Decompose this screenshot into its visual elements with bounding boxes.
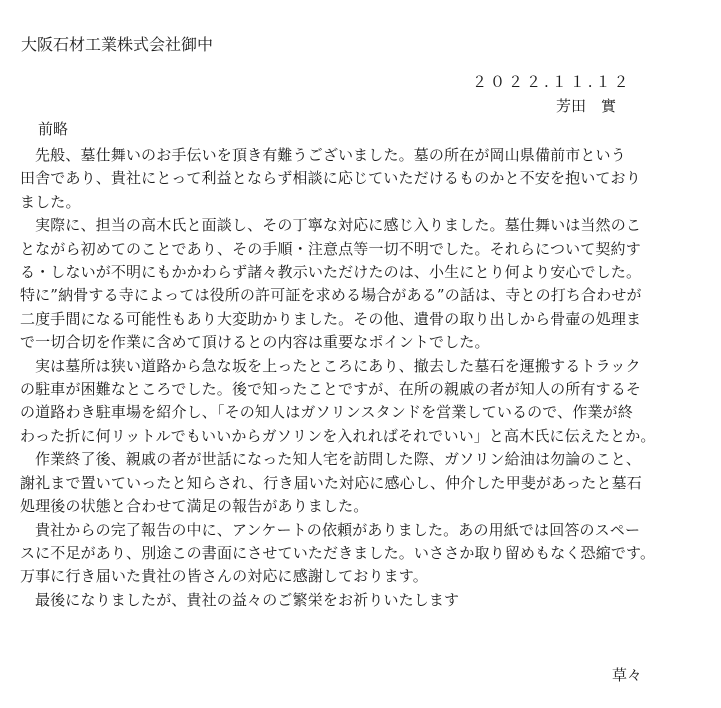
text-line: の駐車が困難なところでした。後で知ったことですが、在所の親戚の者が知人の所有するそ xyxy=(20,380,642,399)
author-name: 芳田 實 xyxy=(556,97,617,115)
addressee: 大阪石材工業株式会社御中 xyxy=(21,35,214,54)
letter-date: ２０２２.１１.１２ xyxy=(472,73,632,91)
text-line: る・しないが不明にもかかわらず諸々教示いただけたのは、小生にとり何より安心でした。 xyxy=(20,263,642,282)
paragraph xyxy=(20,448,700,518)
paragraph xyxy=(20,144,700,214)
letter-body xyxy=(20,144,700,612)
text-line: スに不足があり、別途この書面にさせていただきました。いささか取り留めもなく恐縮です。 xyxy=(20,543,656,562)
text-line: 最後になりましたが、貴社の益々のご繁栄をお祈りいたします xyxy=(35,590,460,609)
text-line: 田舎であり、貴社にとって利益とならず相談に応じていただけるものかと不安を抱いており xyxy=(20,169,641,188)
text-line: 貴社からの完了報告の中に、アンケートの依頼がありました。あの用紙では回答のスペー xyxy=(35,520,641,539)
text-line: 謝礼まで置いていったと知らされ、行き届いた対応に感心し、仲介した甲斐があったと墓石 xyxy=(20,473,642,492)
text-line: 作業終了後、親戚の者が世話になった知人宅を訪問した際、ガソリン給油は勿論のこと、 xyxy=(35,450,642,469)
text-line: 万事に行き届いた貴社の皆さんの対応に感謝しております。 xyxy=(20,567,428,586)
paragraph xyxy=(20,214,700,354)
closing-remark: 草々 xyxy=(612,666,643,684)
salutation: 前略 xyxy=(38,120,69,138)
text-line: 実際に、担当の高木氏と面談し、その丁寧な対応に感じ入りました。墓仕舞いは当然のこ xyxy=(35,216,642,235)
text-line: の道路わき駐車場を紹介し、「その知人はガソリンスタンドを営業しているので、作業が終 xyxy=(20,403,633,422)
text-line: 先般、墓仕舞いのお手伝いを頂き有難うございました。墓の所在が岡山県備前市という xyxy=(35,146,626,164)
text-line: ました。 xyxy=(20,192,81,211)
text-line: で一切合切を作業に含めて頂けるとの内容は重要なポイントでした。 xyxy=(20,333,490,352)
text-line: わった折に何リットルでもいいからガソリンを入れればそれでいい」と高木氏に伝えたとか。 xyxy=(20,426,656,445)
text-line: 特に”納骨する寺によっては役所の許可証を求める場合がある”の話は、寺との打ち合わせが xyxy=(20,286,642,305)
paragraph xyxy=(20,589,700,612)
text-line: 処理後の状態と合わせて満足の報告がありました。 xyxy=(20,497,369,516)
text-line: 二度手間になる可能性もあり大変助かりました。その他、遺骨の取り出しから骨壷の処理ま xyxy=(20,309,642,328)
text-line: 実は墓所は狭い道路から急な坂を上ったところにあり、撤去した墓石を運搬するトラック xyxy=(35,356,641,375)
text-line: とながら初めてのことであり、その手順・注意点等一切不明でした。それらについて契約す xyxy=(20,239,641,258)
paragraph xyxy=(20,519,700,589)
paragraph xyxy=(20,355,700,449)
